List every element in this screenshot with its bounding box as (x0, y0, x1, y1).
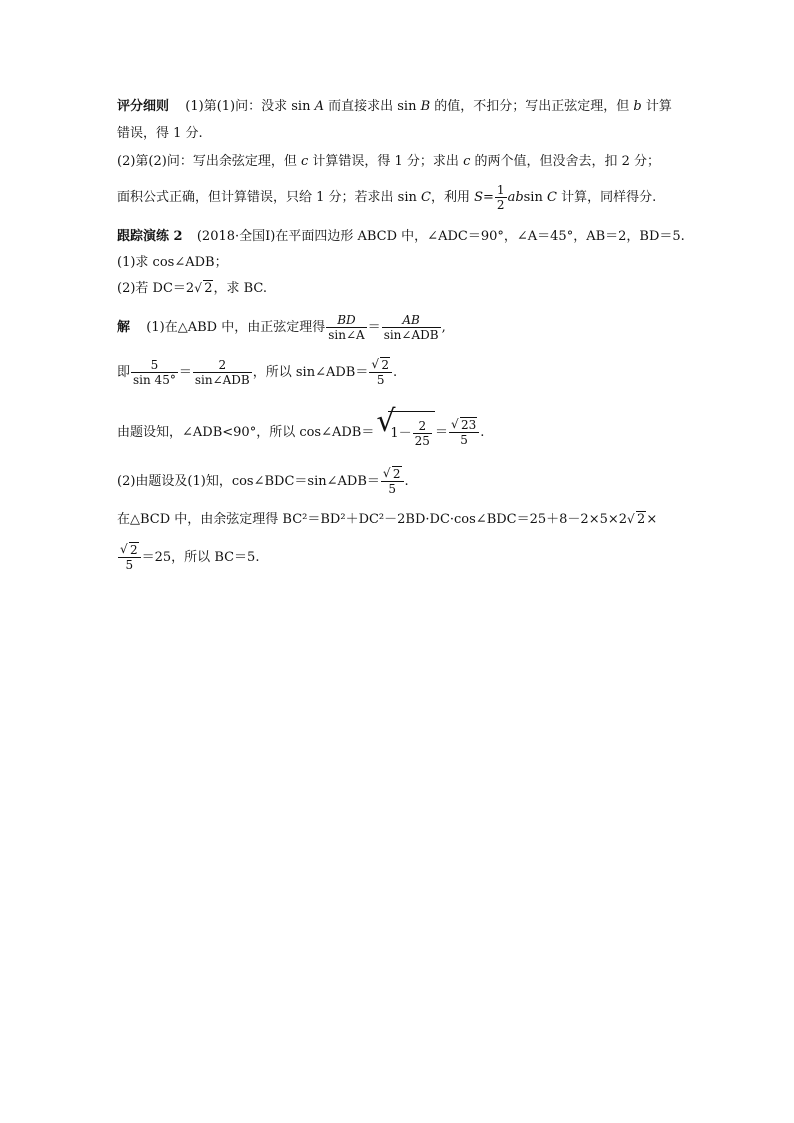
var-c: c (300, 154, 309, 169)
fraction-numerator: 2 (193, 358, 252, 373)
fraction-denominator: 2 (496, 198, 505, 212)
fraction (449, 418, 479, 447)
radicand: 23 (460, 418, 477, 432)
fraction-numerator (449, 418, 479, 433)
solution-text: . (480, 425, 485, 440)
scoring-text: 计算 (641, 99, 672, 114)
fraction-denominator: sin 45° (133, 373, 176, 387)
exercise-source: (2018·全国Ⅰ) (196, 229, 276, 244)
var-A: A (314, 99, 324, 114)
var-b: b (633, 99, 642, 114)
solution-text: (1)在△ABD 中，由正弦定理得 (146, 320, 326, 335)
fraction-numerator: 2 (413, 419, 432, 434)
solution-text: . (392, 365, 398, 380)
scoring-text: 的两个值，但没舍去，扣 2 分； (470, 154, 661, 169)
exercise-question-2 (117, 281, 267, 297)
fraction-denominator: 5 (125, 558, 134, 572)
scoring-text: 计算，同样得分. (556, 190, 657, 205)
square-root (371, 358, 390, 372)
fraction (381, 467, 404, 496)
var-c: c (463, 154, 471, 169)
square-root (451, 418, 477, 432)
solution-text: × (646, 512, 658, 527)
fraction (369, 358, 392, 387)
square-root (194, 281, 213, 297)
radicand: 2 (637, 512, 646, 527)
fraction-numerator (381, 467, 404, 482)
fraction-numerator (369, 358, 392, 373)
exercise-label: 跟踪演练 2 (117, 229, 183, 244)
fraction-denominator: 5 (376, 373, 385, 387)
scoring-text: 而直接求出 sin (323, 99, 421, 114)
scoring-text: (2)第(2)问：写出余弦定理，但 (117, 154, 301, 169)
solution-text: (2)由题设及(1)知，cos∠BDC＝sin∠ADB＝ (117, 474, 380, 489)
solution-text: , (441, 320, 446, 335)
solution-text: ，所以 sin∠ADB＝ (252, 365, 369, 380)
solution-line-4 (117, 465, 409, 499)
scoring-label: 评分细则 (117, 99, 170, 114)
fraction-denominator: 25 (414, 434, 430, 448)
question-text: ，求 BC. (213, 281, 268, 296)
exercise-line (117, 229, 685, 245)
fraction (413, 419, 432, 448)
scoring-text: sin (523, 190, 547, 205)
radicand: 2 (381, 358, 389, 372)
scoring-line-2 (117, 126, 203, 142)
square-root (376, 404, 435, 454)
fraction-numerator: BD (326, 313, 366, 328)
fraction-numerator: 1 (496, 183, 505, 197)
fraction (326, 313, 366, 342)
equals-sign: ＝ (434, 425, 448, 440)
fraction-denominator: 5 (460, 433, 468, 447)
solution-text: 即 (117, 365, 131, 380)
solution-text: . (404, 474, 409, 489)
solution-text: ＝25，所以 BC＝5. (141, 550, 260, 565)
fraction-denominator: sin∠A (328, 328, 365, 342)
solution-line-5 (117, 512, 657, 528)
square-root (627, 512, 646, 528)
scoring-text: ，利用 (430, 190, 475, 205)
radicand: 2 (130, 543, 138, 557)
exercise-question-1 (117, 255, 228, 271)
radical-sign: √ (376, 404, 396, 439)
var-C: C (546, 190, 557, 205)
equals-sign: ＝ (178, 365, 192, 380)
fraction-half (495, 183, 507, 212)
solution-label: 解 (117, 320, 131, 335)
fraction (382, 313, 441, 342)
radicand: 2 (204, 281, 213, 296)
var-C: C (421, 190, 431, 205)
scoring-text: 的值，不扣分；写出正弦定理，但 (430, 99, 634, 114)
fraction-numerator: 5 (131, 358, 178, 373)
scoring-text: 面积公式正确，但计算错误，只给 1 分；若求出 sin (117, 190, 422, 205)
fraction-denominator: 5 (388, 482, 397, 496)
radicand-text: 1－ (390, 426, 412, 441)
equals-sign: = (483, 190, 494, 205)
solution-line-2 (117, 356, 397, 390)
fraction (118, 543, 141, 572)
fraction (193, 358, 252, 387)
fraction-numerator: AB (382, 313, 441, 328)
var-S: S (474, 190, 484, 205)
scoring-text: (1)第(1)问：没求 sin (185, 99, 315, 114)
scoring-line-4 (117, 183, 656, 213)
fraction-numerator (118, 543, 141, 558)
question-text: (2)若 DC＝2 (117, 281, 195, 296)
scoring-line-1 (117, 99, 672, 115)
fraction-denominator: sin∠ADB (194, 373, 250, 387)
fraction-denominator: sin∠ADB (383, 328, 439, 342)
question-text: (1)求 cos∠ADB； (117, 255, 228, 270)
var-ab: ab (507, 190, 524, 205)
scoring-text: 错误，得 1 分. (117, 126, 203, 141)
square-root (120, 543, 139, 557)
scoring-text: 计算错误，得 1 分；求出 (308, 154, 464, 169)
exercise-text: 在平面四边形 ABCD 中，∠ADC＝90°，∠A＝45°，AB＝2，BD＝5. (275, 229, 685, 244)
solution-text: 在△BCD 中，由余弦定理得 BC²＝BD²＋DC²－2BD·DC·cos∠BDC＝25＋8－2×5×2 (117, 512, 628, 527)
solution-line-6 (117, 541, 259, 575)
equals-sign: ＝ (367, 320, 381, 335)
fraction (131, 358, 178, 387)
square-root (383, 467, 402, 481)
scoring-line-3 (117, 154, 660, 170)
solution-line-1 (117, 311, 446, 345)
radicand: 2 (392, 467, 401, 481)
var-B: B (420, 99, 431, 114)
solution-line-3 (117, 404, 485, 454)
solution-text: 由题设知，∠ADB<90°，所以 cos∠ADB＝ (117, 425, 375, 440)
